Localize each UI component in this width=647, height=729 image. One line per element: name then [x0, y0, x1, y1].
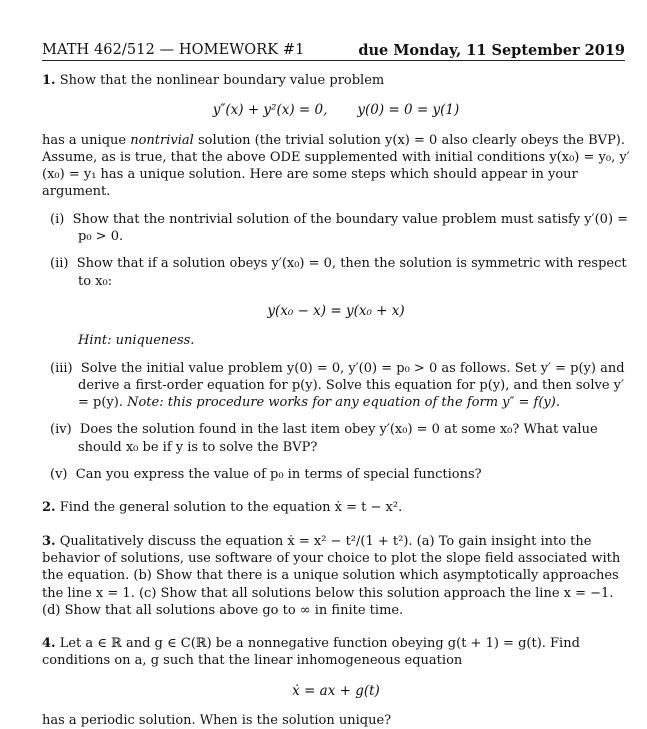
problem-number: 1.	[42, 73, 56, 88]
item-text: Can you express the value of p₀ in terms of special functions?	[75, 467, 482, 483]
problem-3	[42, 533, 630, 619]
item-text: Show that if a solution obeys y′(x₀) = 0, then the solution is symmetric with respect to x₀:	[76, 256, 627, 289]
item-text: Does the solution found in the last item obey y′(x₀) = 0 at some x₀? What value should x₀ be if y is to solve the BVP?	[78, 422, 598, 455]
item-label: (iv)	[50, 422, 72, 438]
item-text: Show that the nontrivial solution of the boundary value problem must satisfy y′(0) = p₀ > 0.	[72, 211, 629, 245]
item-note: Note: this procedure works for any equation of the form y″ = f(y).	[127, 395, 560, 411]
course-title: MATH 462/512 — HOMEWORK #1	[42, 42, 305, 58]
problem-2	[42, 499, 630, 516]
problem-4	[42, 635, 630, 729]
problem-text: Let a ∈ ℝ and g ∈ C(ℝ) be a nonnegative function obeying g(t + 1) = g(t). Find conditions on a, g such that the linear inhomogeneous equation	[42, 636, 580, 669]
problem-intro: Show that the nonlinear boundary value problem	[59, 73, 385, 88]
boundary-conditions: y(0) = 0 = y(1)	[357, 102, 460, 119]
sub-item-iv	[50, 421, 630, 456]
item-label: (i)	[50, 211, 65, 227]
problem-list	[42, 72, 630, 729]
sub-item-v	[50, 466, 630, 483]
problem-text: Find the general solution to the equation ẋ = t − x².	[59, 500, 403, 516]
item-label: (v)	[50, 467, 68, 483]
problem-number: 2.	[42, 500, 56, 516]
inhomogeneous-equation: ẋ = ax + g(t)	[292, 682, 380, 699]
nontrivial-word: nontrivial	[130, 132, 194, 148]
item-label: (iii)	[50, 360, 73, 376]
sub-item-iii	[50, 360, 630, 412]
symmetry-equation: y(x₀ − x) = y(x₀ + x)	[267, 302, 405, 319]
due-date: due Monday, 11 September 2019	[358, 42, 625, 59]
header	[42, 40, 625, 61]
hint: Hint: uniqueness.	[78, 333, 195, 349]
problem-text: Qualitatively discuss the equation ẋ = x² − t²/(1 + t²). (a) To gain insight into the behavior of solutions, use software of your choice to plot the slope field associated with the equation. (b) Show that there is a unique solution which asymptotically approaches the line x = 1. (c) Show that all solutions below this solution approach the line x = −1. (d) Show that all solutions above go to ∞ in finite time.	[42, 533, 621, 618]
problem-paragraph	[42, 132, 630, 201]
problem-number: 3.	[42, 533, 56, 549]
sub-item-i	[50, 211, 630, 246]
sub-item-ii	[50, 255, 630, 290]
paragraph-text: has a unique	[42, 132, 131, 148]
ode: y″(x) + y²(x) = 0,	[212, 102, 328, 119]
ode-equation	[42, 102, 630, 119]
problem-1	[42, 72, 630, 483]
paragraph-text: solution (the trivial solution y(x) = 0 also clearly obeys the BVP). Assume, as is true, that the above ODE supplemented with initial conditions y(x₀) = y₀, y′(x₀) = y₁ has a unique solution. Here are some steps which should appear in your argument.	[42, 132, 630, 200]
item-label: (ii)	[50, 256, 69, 272]
item-text: Solve the initial value problem y(0) = 0, y′(0) = p₀ > 0 as follows. Set y′ = p(y) and derive a first-order equation for p(y). Solve this equation for p(y), and then solve y′ = p(y).	[78, 360, 625, 411]
problem-number: 4.	[42, 636, 56, 652]
problem-closing: has a periodic solution. When is the solution unique?	[42, 713, 392, 729]
